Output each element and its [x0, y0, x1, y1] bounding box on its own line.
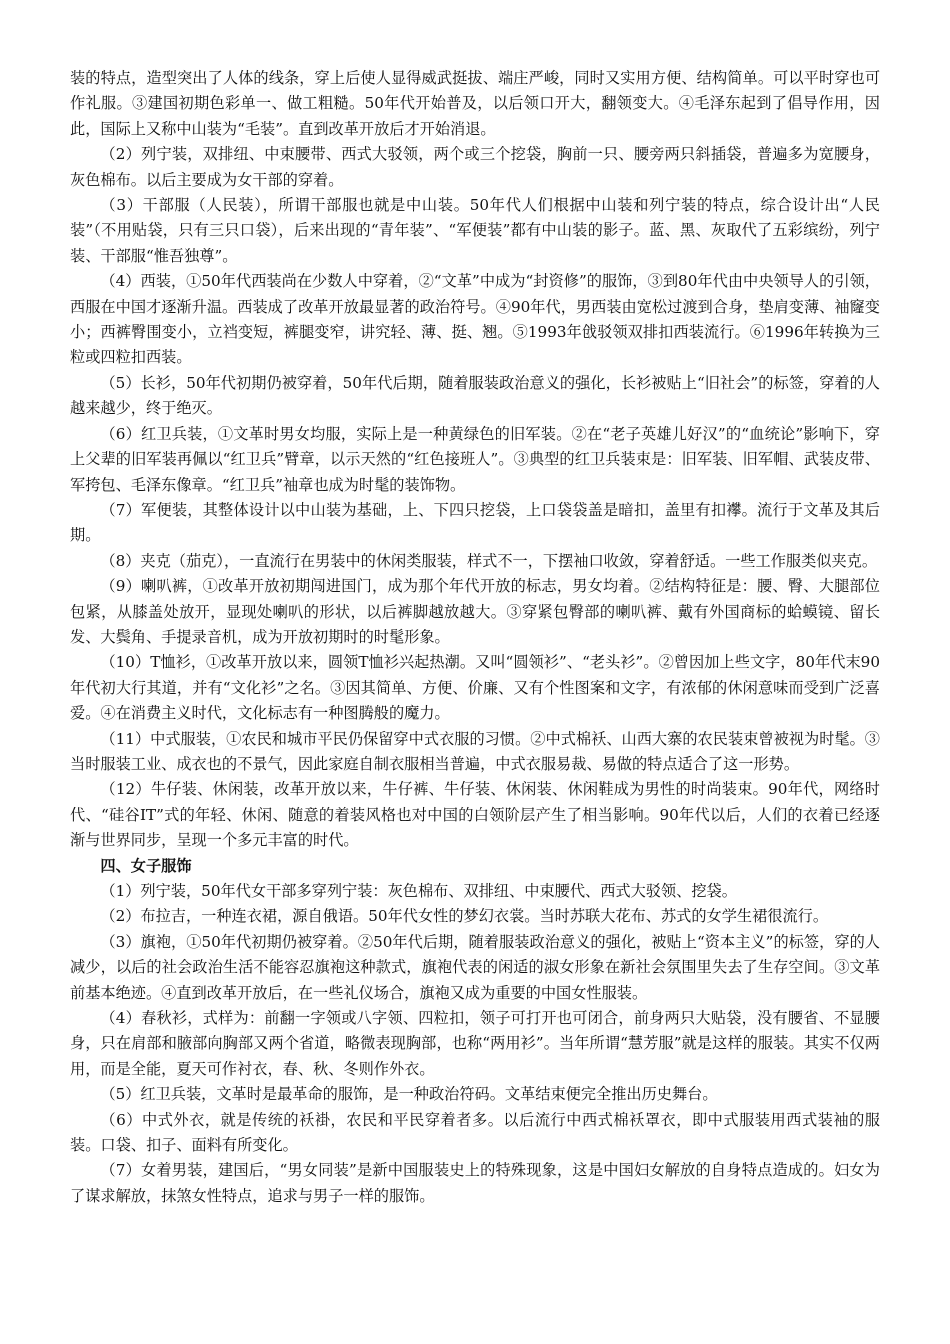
paragraph-bulaji-dress: （2）布拉吉，一种连衣裙，源自俄语。50年代女性的梦幻衣裳。当时苏联大花布、苏式的女学生裙很流行。 [100, 907, 829, 926]
paragraph-jacket: （8）夹克（茄克），一直流行在男装中的休闲类服装，样式不一，下摆袖口收敛，穿着舒适。一些工作服类似夹克。 [100, 551, 878, 570]
paragraph-qipao: （3）旗袍，①50年代初期仍被穿着。②50年代后期，随着服装政治意义的强化，被贴上“资本主义”的标签，穿的人减少，以后的社会政治生活不能容忍旗袍这种款式，旗袍代表的闲适的淑女形象在新社会氛围里失去了生存空间。③文革前基本绝迹。④直到改革开放后，在一些礼仪场合，旗袍又成为重要的中国女性服装。 [70, 932, 880, 1002]
paragraph-western-suit: （4）西装，①50年代西装尚在少数人中穿着，②“文革”中成为“封资修”的服饰，③到80年代由中央领导人的引领，西服在中国才逐渐升温。西装成了改革开放最显著的政治符号。④90年代，男西装由宽松过渡到合身，垫肩变薄、袖窿变小；西裤臀围变小，立裆变短，裤腿变窄，讲究轻、薄、挺、翘。⑤1993年戗驳领双排扣西装流行。⑥1996年转换为三粒或四粒扣西装。 [70, 272, 880, 367]
paragraph-women-red-guard: （5）红卫兵装，文革时是最革命的服饰，是一种政治符码。文革结束便完全推出历史舞台。 [100, 1085, 718, 1104]
paragraph-spring-autumn-coat: （4）春秋衫，式样为：前翻一字领或八字领、四粒扣，领子可打开也可闭合，前身两只大贴袋，没有腰省、不显腰身，只在肩部和腋部向胸部又两个省道，略微表现胸部，也称“两用衫”。当年所谓“慧芳服”就是这样的服装。其实不仅两用，而是全能，夏天可作衬衣，春、秋、冬则作外衣。 [70, 1009, 880, 1078]
paragraph-women-in-mens-clothing: （7）女着男装，建国后，“男女同装”是新中国服装史上的特殊现象，这是中国妇女解放的自身特点造成的。妇女为了谋求解放，抹煞女性特点，追求与男子一样的服饰。 [70, 1161, 880, 1205]
paragraph-cadre-suit: （3）干部服（人民装），所谓干部服也就是中山装。50年代人们根据中山装和列宁装的特点，综合设计出“人民装”（不用贴袋，只有三只口袋），后来出现的“青年装”、“军便装”都有中山装的影子。蓝、黑、灰取代了五彩缤纷，列宁装、干部服“惟吾独尊”。 [70, 196, 880, 265]
paragraph-women-lenin-suit: （1）列宁装，50年代女干部多穿列宁装：灰色棉布、双排纽、中束腰代、西式大驳领、挖袋。 [100, 882, 737, 900]
paragraph-denim-casual: （12）牛仔装、休闲装，改革开放以来，牛仔裤、牛仔装、休闲装、休闲鞋成为男性的时尚装束。90年代，网络时代、“硅谷IT”式的年轻、休闲、随意的着装风格也对中国的白领阶层产生了相当影响。90年代以后，人们的衣着已经逐渐与世界同步，呈现一个多元丰富的时代。 [70, 780, 880, 850]
paragraph-long-gown: （5）长衫，50年代初期仍被穿着，50年代后期，随着服装政治意义的强化，长衫被贴上“旧社会”的标签，穿着的人越来越少，终于绝灭。 [70, 373, 880, 418]
paragraph-t-shirt: （10）T恤衫，①改革开放以来，圆领T恤衫兴起热潮。又叫“圆领衫”、“老头衫”。②曾因加上些文字，80年代末90年代初大行其道，并有“文化衫”之名。③因其简单、方便、价廉、又有个性图案和文字，有浓郁的休闲意味而受到广泛喜爱。④在消费主义时代，文化标志有一种图腾般的魔力。 [70, 653, 880, 723]
paragraph-chinese-outer-garment: （6）中式外衣，就是传统的袄褂，农民和平民穿着者多。以后流行中西式棉袄罩衣，即中式服装用西式装袖的服装。口袋、扣子、面料有所变化。 [70, 1110, 880, 1155]
paragraph-military-casual: （7）军便装，其整体设计以中山装为基础，上、下四只挖袋，上口袋袋盖是暗扣，盖里有扣襻。流行于文革及其后期。 [70, 500, 880, 545]
paragraph-bell-bottoms: （9）喇叭裤，①改革开放初期闯进国门，成为那个年代开放的标志，男女均着。②结构特征是：腰、臀、大腿部位包紧，从膝盖处放开，显现处喇叭的形状，以后裤脚越放越大。③穿紧包臀部的喇叭裤、戴有外国商标的蛤蟆镜、留长发、大鬓角、手提录音机，成为开放初期时的时髦形象。 [70, 577, 880, 646]
paragraph-chinese-style: （11）中式服装，①农民和城市平民仍保留穿中式衣服的习惯。②中式棉袄、山西大寨的农民装束曾被视为时髦。③当时服装工业、成衣也的不景气，因此家庭自制衣服相当普遍，中式衣服易裁、易做的特点适合了这一形势。 [70, 729, 880, 773]
paragraph-red-guard-outfit: （6）红卫兵装，①文革时男女均服，实际上是一种黄绿色的旧军装。②在“老子英雄儿好汉”的“血统论”影响下，穿上父辈的旧军装再佩以“红卫兵”臂章，以示天然的“红色接班人”。③典型的红卫兵装束是：旧军装、旧军帽、武装皮带、军挎包、毛泽东像章。“红卫兵”袖章也成为时髦的装饰物。 [70, 424, 880, 494]
paragraph-zhongshan-continued: 装的特点，造型突出了人体的线条，穿上后使人显得威武挺拔、端庄严峻，同时又实用方便、结构简单。可以平时穿也可作礼服。③建国初期色彩单一、做工粗糙。50年代开始普及，以后领口开大，翻领变大。④毛泽东起到了倡导作用，因此，国际上又称中山装为“毛装”。直到改革开放后才开始消退。 [70, 69, 880, 138]
paragraph-lenin-suit: （2）列宁装，双排纽、中束腰带、西式大驳领，两个或三个挖袋，胸前一只、腰旁两只斜插袋，普遍多为宽腰身，灰色棉布。以后主要成为女干部的穿着。 [70, 145, 880, 189]
section-heading-womens-clothing: 四、女子服饰 [100, 856, 192, 875]
